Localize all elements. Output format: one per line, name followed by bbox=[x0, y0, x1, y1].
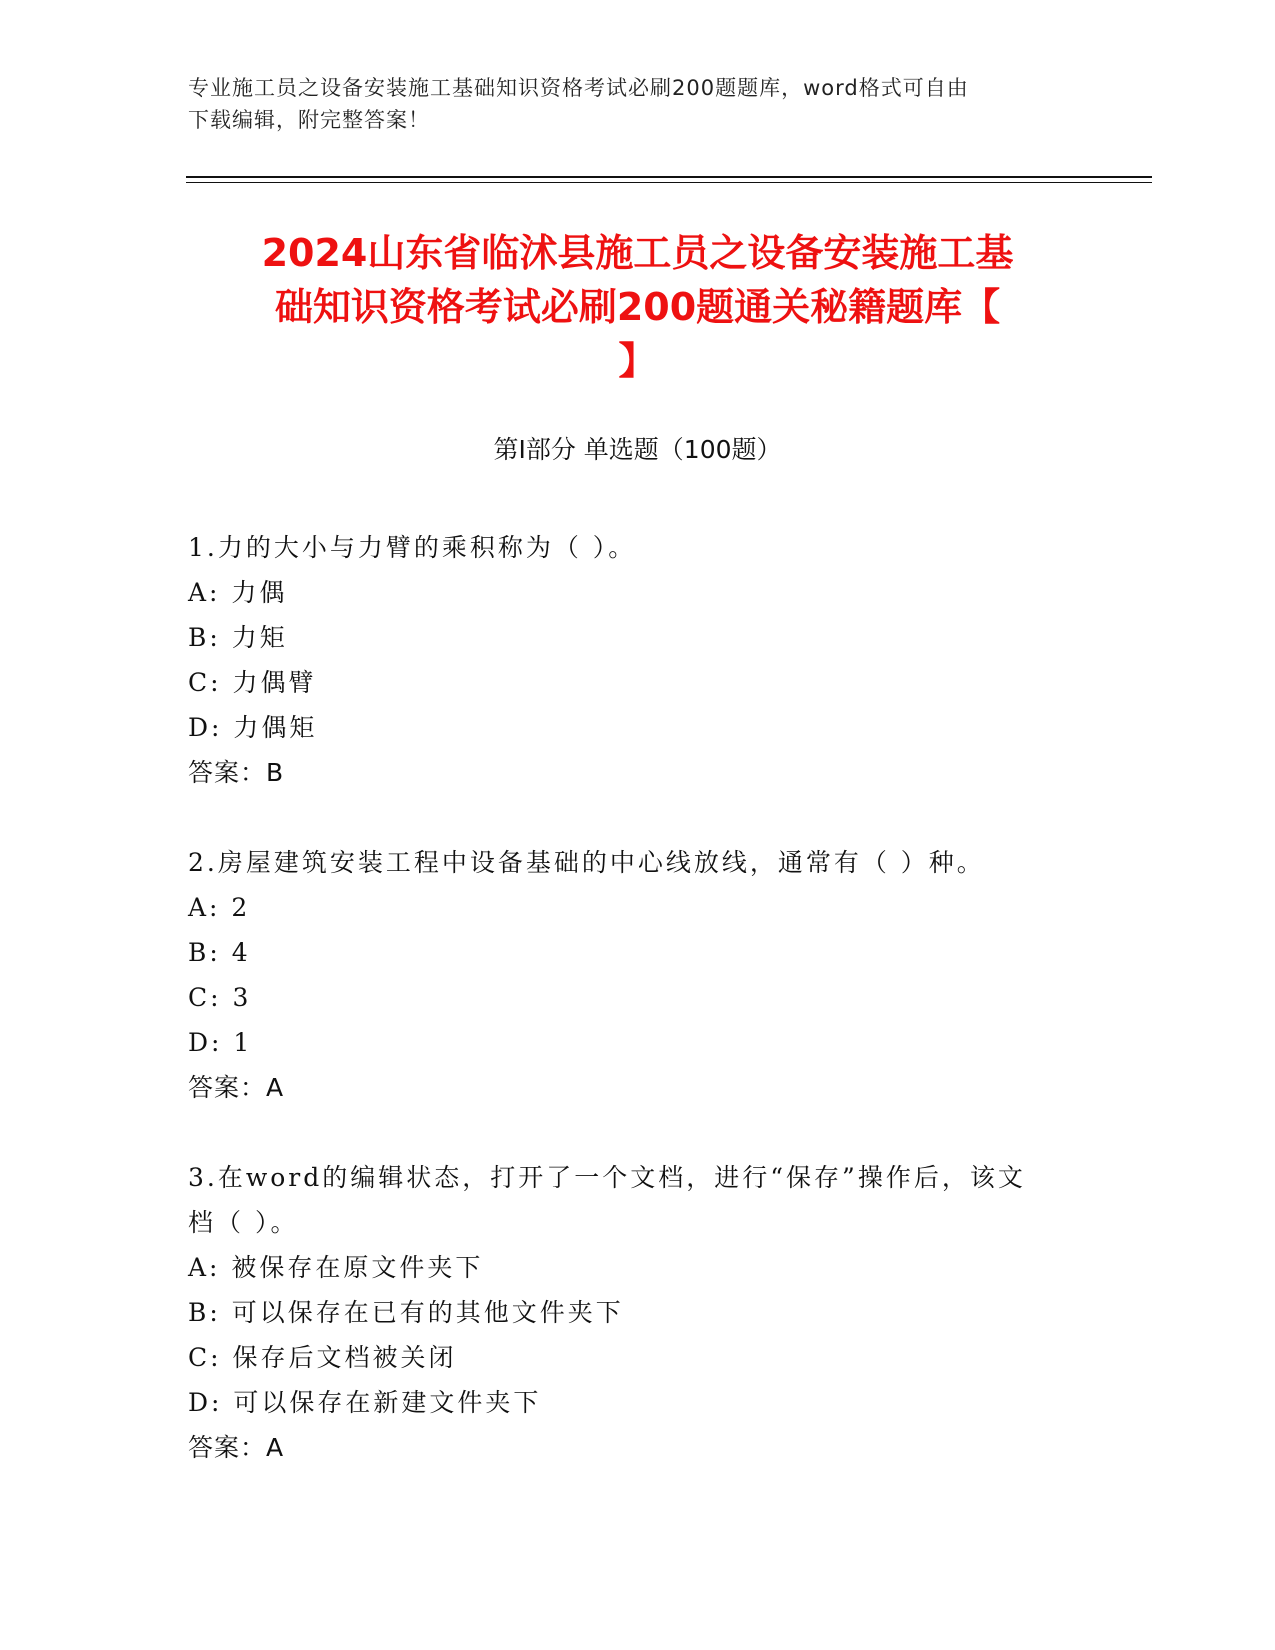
answer: 答案：A bbox=[188, 1073, 285, 1102]
option-a: A: 力偶 bbox=[188, 578, 288, 607]
option-d: D: 1 bbox=[188, 1028, 253, 1057]
question-stem: 2.房屋建筑安装工程中设备基础的中心线放线，通常有（ ）种。 bbox=[188, 848, 985, 877]
option-c: C: 保存后文档被关闭 bbox=[188, 1343, 457, 1372]
question-list bbox=[188, 525, 1068, 1515]
question-stem-continued: 档（ ）。 bbox=[188, 1208, 299, 1237]
answer: 答案：A bbox=[188, 1433, 285, 1462]
option-a: A: 被保存在原文件夹下 bbox=[188, 1253, 484, 1282]
section-heading: 第I部分 单选题（100题） bbox=[493, 435, 782, 464]
header-line-1: 专业施工员之设备安装施工基础知识资格考试必刷200题题库，word格式可自由 bbox=[188, 76, 969, 100]
question-stem: 1.力的大小与力臂的乘积称为（ ）。 bbox=[188, 533, 637, 562]
option-c: C: 3 bbox=[188, 983, 252, 1012]
question-stem: 3.在word的编辑状态，打开了一个文档，进行“保存”操作后，该文 bbox=[188, 1163, 1026, 1192]
option-b: B: 可以保存在已有的其他文件夹下 bbox=[188, 1298, 624, 1327]
title-line-3: 】 bbox=[618, 339, 657, 383]
question-3 bbox=[188, 1155, 1068, 1470]
header-rule-thin bbox=[186, 182, 1152, 183]
title-line-1: 2024山东省临沭县施工员之设备安装施工基 bbox=[261, 231, 1014, 275]
question-1 bbox=[188, 525, 1068, 795]
question-2 bbox=[188, 840, 1068, 1110]
option-c: C: 力偶臂 bbox=[188, 668, 317, 697]
header-line-2: 下载编辑，附完整答案！ bbox=[188, 108, 430, 132]
header-rule-thick bbox=[186, 176, 1152, 178]
option-d: D: 力偶矩 bbox=[188, 713, 318, 742]
document-title bbox=[170, 226, 1105, 388]
option-b: B: 4 bbox=[188, 938, 251, 967]
option-d: D: 可以保存在新建文件夹下 bbox=[188, 1388, 542, 1417]
answer: 答案：B bbox=[188, 758, 285, 787]
page-header bbox=[188, 72, 1068, 136]
option-a: A: 2 bbox=[188, 893, 251, 922]
option-b: B: 力矩 bbox=[188, 623, 288, 652]
title-line-2: 础知识资格考试必刷200题通关秘籍题库【 bbox=[274, 285, 1001, 329]
